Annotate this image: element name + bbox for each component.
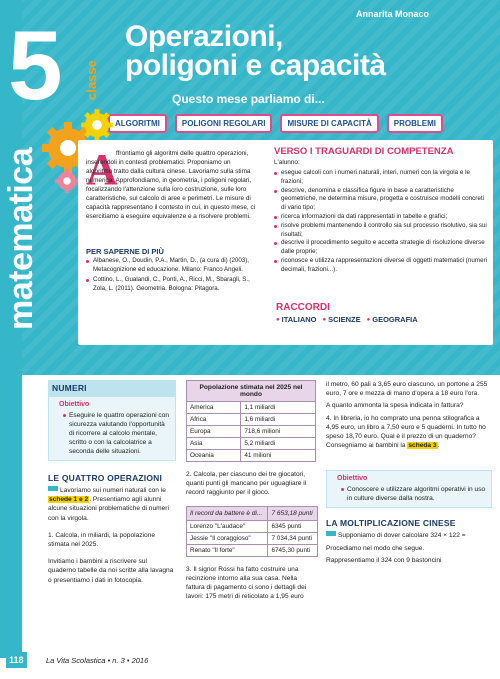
grade-number: 5 <box>8 10 61 120</box>
highlight: schede 1 e 2 <box>49 496 89 504</box>
dropcap: A <box>86 145 118 194</box>
links-list <box>276 315 418 324</box>
list-item: esegue calcoli con i numeri naturali, interi, numeri con la virgola e le frazioni; <box>274 169 488 187</box>
list-item: Albanese, O., Doudin, P.A., Martin, D., (a cura di) (2003), Metacognizione ed educazione. Milano: Franco Angeli. <box>86 257 262 274</box>
topic-tags <box>108 114 443 133</box>
paragraph: Procediamo nel modo che segue. <box>326 544 425 552</box>
link-subject: ● GEOGRAFIA <box>367 315 418 324</box>
author: Annarita Monaco <box>356 9 430 19</box>
paragraph: Invitiamo i bambini a riscrivere sul quaderno tabelle da noi scritte alla lavagna o presentiamo i dati in fotocopia. <box>48 558 174 584</box>
table-row: Jessie "Il coraggioso" 7 034,34 punti <box>187 532 318 544</box>
table-row: Lorenzo "L'audace" 6345 punti <box>187 520 318 532</box>
link-subject: ● ITALIANO <box>276 315 316 324</box>
table-row: Asia 5,2 miliardi <box>187 438 316 450</box>
section-heading: NUMERI <box>48 380 176 396</box>
column-3 <box>326 380 492 565</box>
paragraph: 1. Calcola, in miliardi, la popolazione stimata nel 2025. <box>48 531 156 549</box>
objective-heading: Obiettivo <box>337 475 368 483</box>
objective-heading: Obiettivo <box>59 401 90 408</box>
table-row: Europa 718,6 milioni <box>187 426 316 438</box>
paragraph: Rappresentiamo il 324 con 9 bastoncini <box>326 556 442 564</box>
section-heading: LE QUATTRO OPERAZIONI <box>48 473 163 483</box>
marker-icon <box>326 531 336 536</box>
column-1 <box>48 380 176 585</box>
intro-card <box>78 140 493 345</box>
tag-problemi: PROBLEMI <box>387 114 443 133</box>
gear-icon <box>80 108 114 142</box>
highlight: scheda 3 <box>408 442 437 450</box>
paragraph: il metro, 60 pali a 3,65 euro ciascuno, un portone a 255 euro, 7 ore e mezza di mano d'opera a 18 euro l'ora. <box>326 381 488 398</box>
page-title: Operazioni, poligoni e capacità <box>125 20 386 82</box>
link-subject: ● SCIENZE <box>322 315 360 324</box>
population-table <box>186 380 316 462</box>
table-row: Oceania 41 milioni <box>187 450 316 462</box>
page-number: 118 <box>6 652 27 668</box>
list-item: Cottino, L., Gualandi, C., Ponti, A., Ricci, M., Sbaragli, S., Zola, L. (2011). Geometria. Bologna: Pitagora. <box>86 276 262 293</box>
objective-text: Eseguire le quattro operazioni con sicurezza valutando l'opportunità di ricorrere al calcolo mentale, scritto o con la calcolatrice a seconda delle situazioni. <box>63 411 171 456</box>
record-table: Il record da battere è di... 7 653,18 punti Lorenzo "L'audace" 6345 punti Jessie "Il coraggioso" 7 034,34 punti Renato "Il forte" 6745,30 punti <box>186 506 318 557</box>
paragraph: 4. In libreria, io ho comprato una penna stilografica a 4,95 euro, un libro a 7,50 euro e 5 quaderni. In tutto ho speso 18,70 euro. Qual è il prezzo di un quaderno? Consegniamo ai bambini la scheda 3. <box>326 414 486 450</box>
list-item: descrive il procedimento seguito e accetta strategie di risoluzione diverse dalle proprie; <box>274 239 488 257</box>
references-heading: PER SAPERNE DI PIÙ <box>86 247 164 256</box>
paragraph: 3. Il signor Rossi ha fatto costruire una recinzione intorno alla sua casa. Nella fattura di pagamento ci sono i dettagli dei lavori: 175 metri di reticolato a 1,95 euro <box>186 565 307 601</box>
grade-label: classe <box>84 60 99 100</box>
list-item: descrive, denomina e classifica figure in base a caratteristiche geometriche, ne determina misure, progetta e costruisce modelli concreti di vario tipo; <box>274 187 488 213</box>
subtitle: Questo mese parliamo di... <box>172 92 325 106</box>
section-heading: LA MOLTIPLICAZIONE CINESE <box>326 518 456 529</box>
list-item: riconosce e utilizza rappresentazioni diverse di oggetti matematici (numeri decimali, frazioni...). <box>274 257 488 275</box>
tag-algoritmi: ALGORITMI <box>108 114 167 133</box>
paragraph: Lavoriamo sui numeri naturali con le schede 1 e 2. Presentiamo agli alunni alcune situazioni problematiche di numeri con la virgola. <box>48 487 169 522</box>
paragraph: A quanto ammonta la spesa indicata in fattura? <box>326 402 464 410</box>
links-heading: RACCORDI <box>276 302 330 313</box>
column-2 <box>186 380 316 601</box>
references-list <box>86 257 262 295</box>
objective-box <box>48 396 176 461</box>
competences-heading: VERSO I TRAGUARDI DI COMPETENZA <box>274 146 454 157</box>
list-item: risolve problemi mantenendo il controllo sia sul processo risolutivo, sia sui risultati; <box>274 222 488 240</box>
competences-list <box>274 169 488 275</box>
list-item: ricerca informazioni da dati rappresentati in tabelle e grafici; <box>274 213 488 222</box>
paragraph: 2. Calcola, per ciascuno dei tre giocatori, quanti punti gli mancano per uguagliare il record raggiunto per il gioco. <box>186 471 307 497</box>
table-title: Popolazione stimata nel 2025 nel mondo <box>187 381 316 402</box>
marker-icon <box>48 486 58 491</box>
table-row: America 1,1 miliardi <box>187 402 316 414</box>
objective-box <box>326 470 492 508</box>
gear-icon <box>54 168 80 194</box>
objective-text: Conoscere e utilizzare algoritmi operativi in uso in culture diverse dalla nostra. <box>341 485 487 503</box>
intro-text: ffrontiamo gli algoritmi delle quattro operazioni, inserendoli in contesti problematici. Proponiamo un algoritmo tratto dalla cultura cinese. Lavoriamo sulla stima numerica. Approfondiamo, in geometria, i poligoni regolari, focalizzando l'attenzione sulla loro costruzione, sulle loro caratteristiche, sul calcolo di aree e perimetri. Le misure di capacità rappresentano il contesto in cui, in questo mese, ci esercitiamo a eseguire equivalenze e a risolvere problemi. <box>86 150 256 220</box>
table-row: Renato "Il forte" 6745,30 punti <box>187 544 318 556</box>
tag-poligoni: POLIGONI REGOLARI <box>175 114 273 133</box>
tag-misure: MISURE DI CAPACITÀ <box>280 114 378 133</box>
footer-text: La Vita Scolastica • n. 3 • 2016 <box>46 656 149 665</box>
table-row: Africa 1,6 miliardi <box>187 414 316 426</box>
subject-label: matematica <box>2 147 40 330</box>
paragraph: Supponiamo di dover calcolare 324 × 122 = <box>326 531 492 540</box>
competences-intro: L'alunno: <box>274 159 300 166</box>
